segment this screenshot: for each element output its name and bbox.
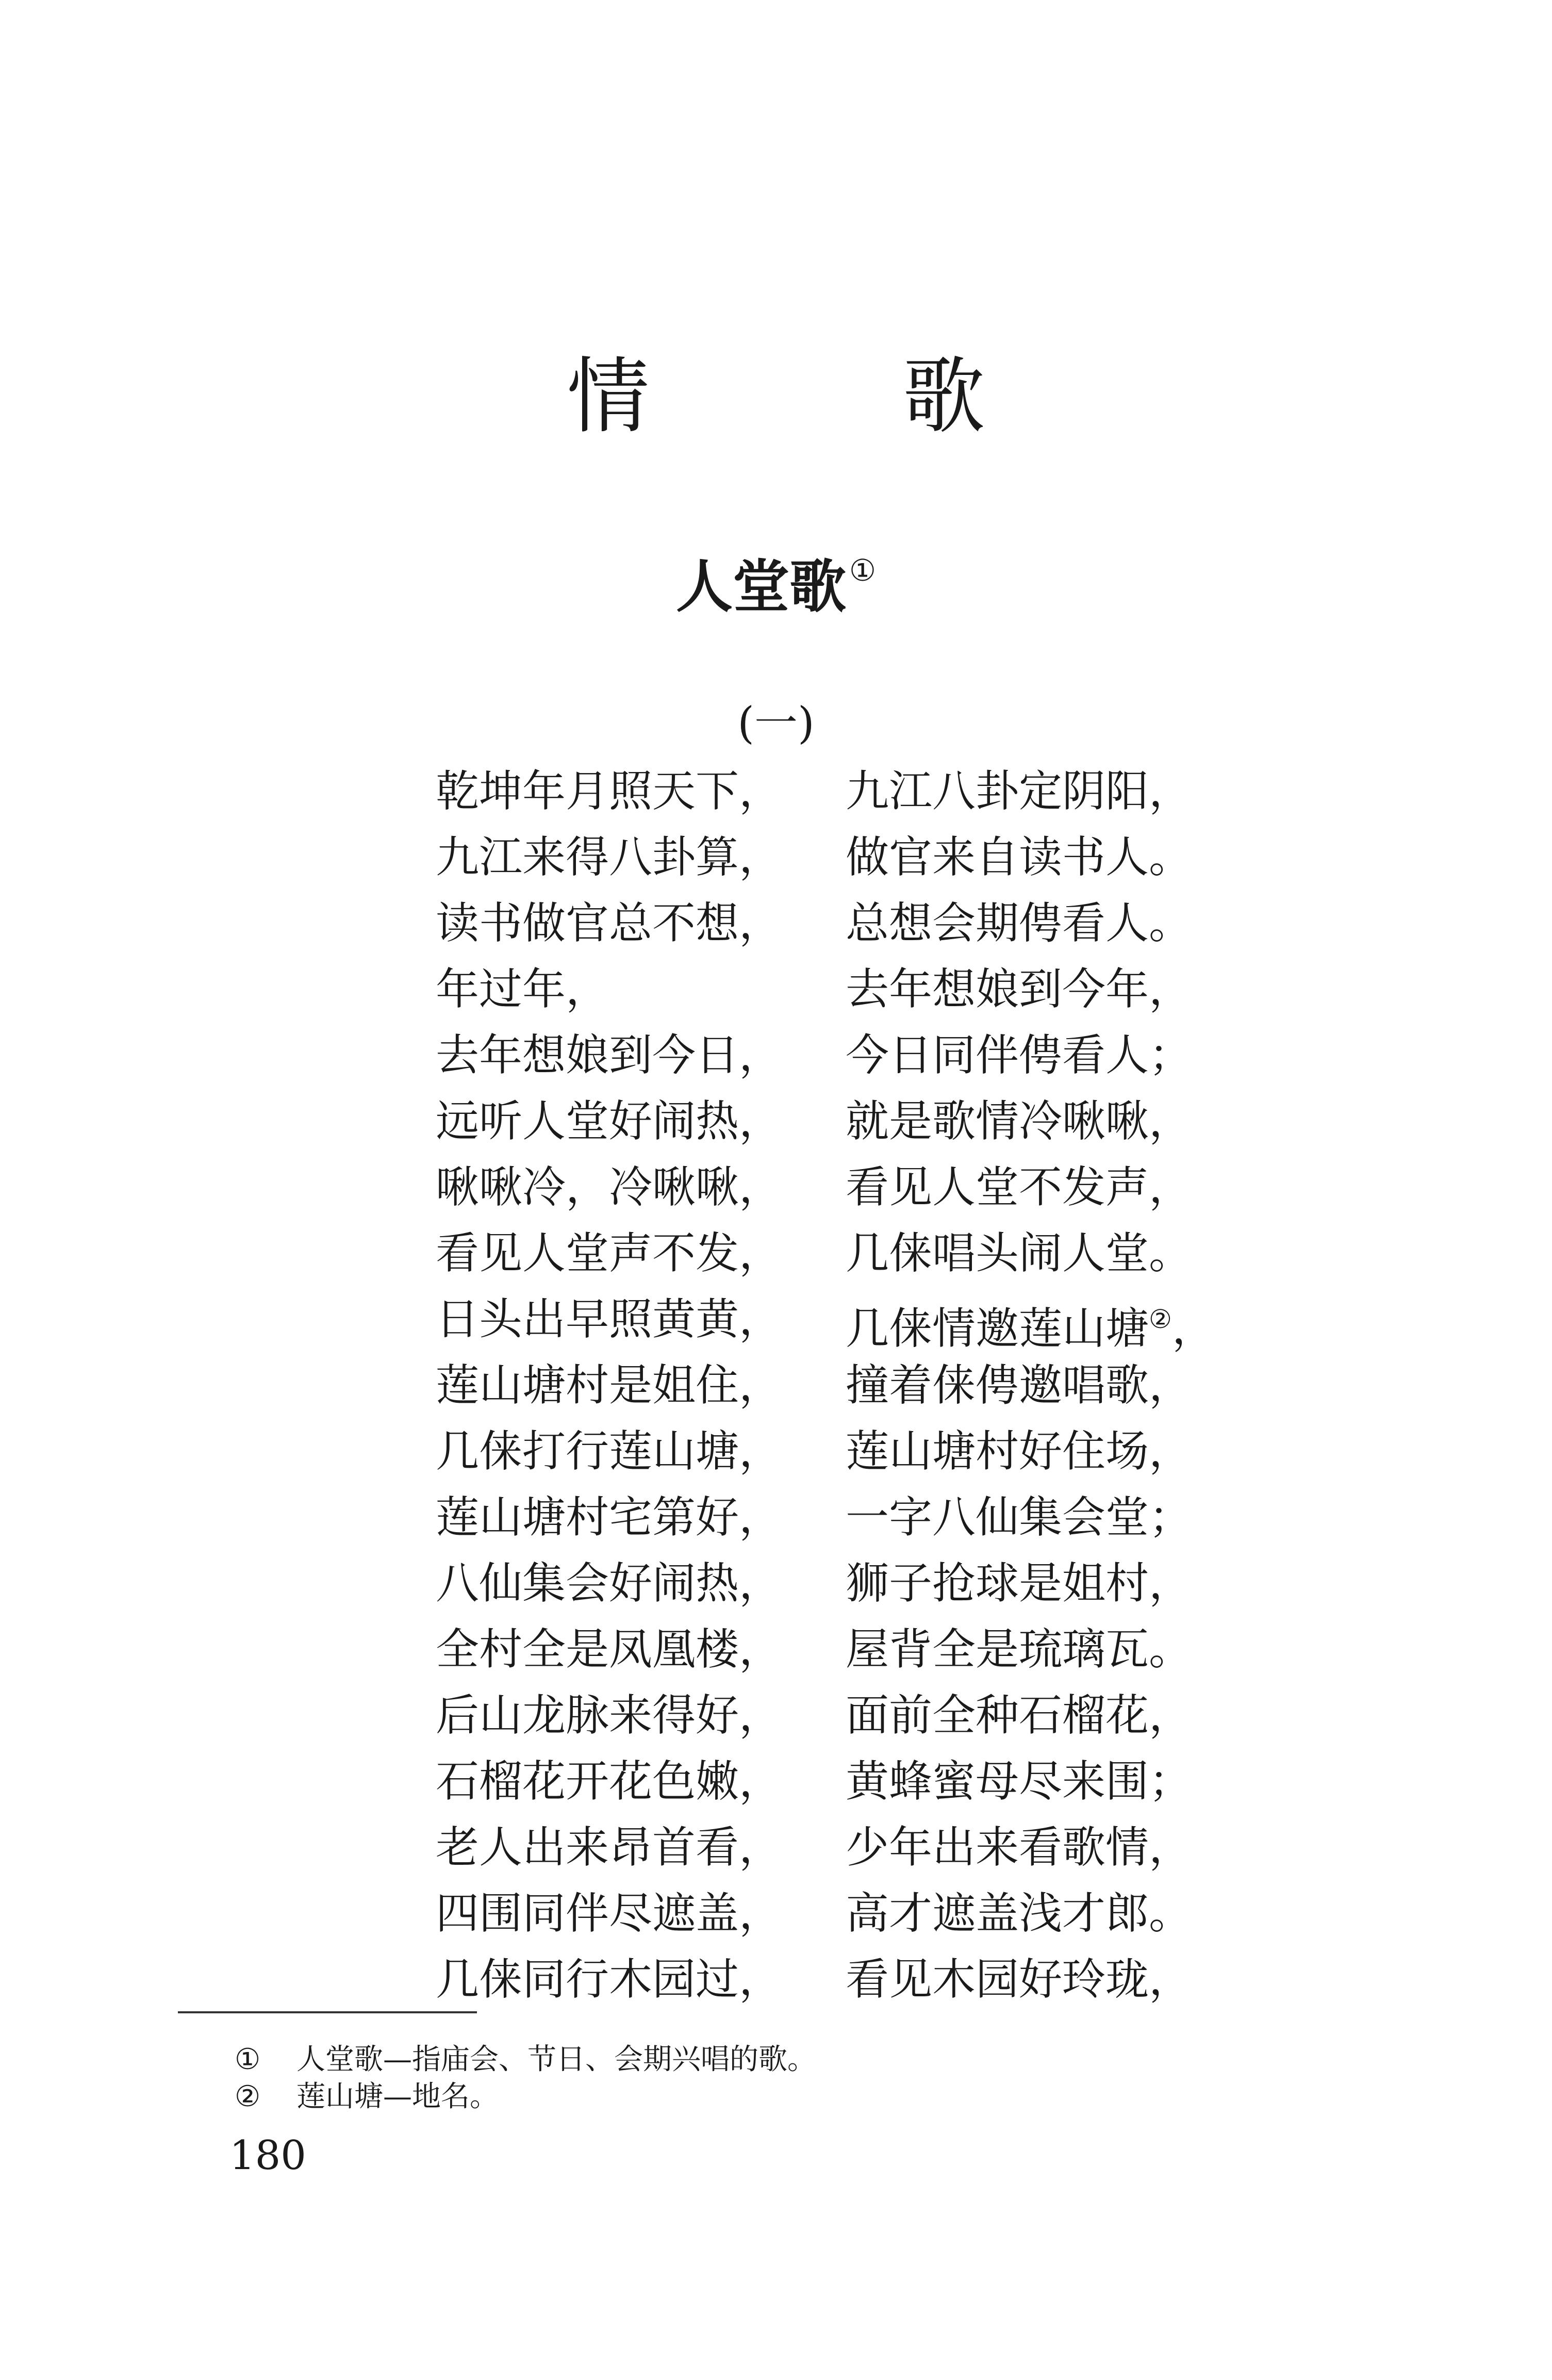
poem-line-left: 老人出来昂首看， (436, 1822, 783, 1873)
poem-line-right: 就是歌情冷啾啾， (846, 1096, 1193, 1146)
poem-line-right: 莲山塘村好住场， (846, 1426, 1193, 1476)
poem-line (436, 824, 1415, 890)
poem-line-right: 高才遮盖浅才郎。 (846, 1888, 1193, 1939)
poem-line (436, 1286, 1415, 1352)
poem-line (436, 1748, 1415, 1814)
poem-line-left: 年过年， (436, 964, 609, 1014)
poem-line (436, 1088, 1415, 1154)
section-number: (一) (737, 698, 815, 748)
poem-line-left: 看见人堂声不发， (436, 1228, 783, 1278)
footnote-text: 人堂歌—指庙会、节日、会期兴唱的歌。 (296, 2043, 816, 2076)
poem-line-right: 一字八仙集会堂； (846, 1492, 1193, 1542)
poem-line-left: 九江来得八卦算， (436, 832, 783, 882)
poem-line (436, 890, 1415, 956)
poem-title (0, 541, 1552, 623)
poem-line (436, 1550, 1415, 1616)
footnote-ref: ② (1149, 1304, 1172, 1334)
poem-line-left: 几俫同行木园过， (436, 1954, 783, 2005)
page-number: 180 (229, 2132, 306, 2179)
poem-line-right: 黄蜂蜜母尽来围； (846, 1756, 1193, 1807)
poem-line (436, 1946, 1415, 2012)
poem-line (436, 1418, 1415, 1484)
poem-line (436, 758, 1415, 824)
poem-line-right: 今日同伴俜看人； (846, 1030, 1193, 1080)
poem-line-right-tail: ， (1171, 1303, 1215, 1354)
poem-line (436, 1484, 1415, 1550)
poem-line-right: 几俫唱头闹人堂。 (846, 1228, 1193, 1278)
poem-line (436, 1022, 1415, 1088)
poem-line-right-text: 几俫情邀莲山塘 (846, 1303, 1149, 1354)
footnote (235, 2041, 816, 2078)
poem-line-right (846, 1286, 1215, 1361)
poem-line (436, 1352, 1415, 1418)
poem-line-right: 面前全种石榴花， (846, 1690, 1193, 1741)
poem-line-left: 全村全是凤凰楼， (436, 1624, 783, 1675)
poem-line-right: 做官来自读书人。 (846, 832, 1193, 882)
poem-line (436, 1154, 1415, 1220)
chapter-title: 情 歌 (567, 348, 1099, 445)
poem-line-left: 八仙集会好闹热， (436, 1558, 783, 1608)
poem-title-footnote-ref: ① (849, 553, 876, 588)
poem-line (436, 1814, 1415, 1880)
poem-line (436, 1682, 1415, 1748)
poem-line (436, 1880, 1415, 1946)
poem-line-right: 狮子抢球是姐村， (846, 1558, 1193, 1608)
poem-line (436, 1220, 1415, 1286)
poem-line-left: 后山龙脉来得好， (436, 1690, 783, 1741)
footnote-mark: ② (235, 2080, 261, 2113)
poem-line-left: 啾啾冷，冷啾啾， (436, 1162, 783, 1212)
poem-line-right: 少年出来看歌情， (846, 1822, 1193, 1873)
footnote-divider (178, 2011, 477, 2013)
poem-line-left: 几俫打行莲山塘， (436, 1426, 783, 1476)
poem-body (436, 758, 1415, 2012)
poem-line-right: 屋背全是琉璃瓦。 (846, 1624, 1193, 1675)
footnote (235, 2078, 816, 2115)
poem-line-left: 莲山塘村是姐住， (436, 1360, 783, 1410)
poem-line (436, 1616, 1415, 1682)
poem-line-right: 看见人堂不发声， (846, 1162, 1193, 1212)
poem-line-right: 总想会期俜看人。 (846, 898, 1193, 948)
poem-line-left: 远听人堂好闹热， (436, 1096, 783, 1146)
poem-line-right: 九江八卦定阴阳， (846, 766, 1193, 816)
footnotes (235, 2041, 816, 2115)
poem-line-right: 去年想娘到今年， (846, 964, 1193, 1014)
poem-line-left: 读书做官总不想， (436, 898, 783, 948)
poem-line-right: 撞着俫俜邀唱歌， (846, 1360, 1193, 1410)
footnote-mark: ① (235, 2043, 261, 2076)
poem-line (436, 956, 1415, 1022)
poem-line-left: 石榴花开花色嫩， (436, 1756, 783, 1807)
poem-line-left: 莲山塘村宅第好， (436, 1492, 783, 1542)
poem-line-left: 乾坤年月照天下， (436, 766, 783, 816)
footnote-text: 莲山塘—地名。 (296, 2080, 499, 2113)
poem-line-right: 看见木园好玲珑， (846, 1954, 1193, 2005)
poem-line-left: 去年想娘到今日， (436, 1030, 783, 1080)
poem-line-left: 四围同伴尽遮盖， (436, 1888, 783, 1939)
poem-line-left: 日头出早照黄黄， (436, 1294, 783, 1344)
poem-title-text: 人堂歌 (676, 554, 846, 620)
